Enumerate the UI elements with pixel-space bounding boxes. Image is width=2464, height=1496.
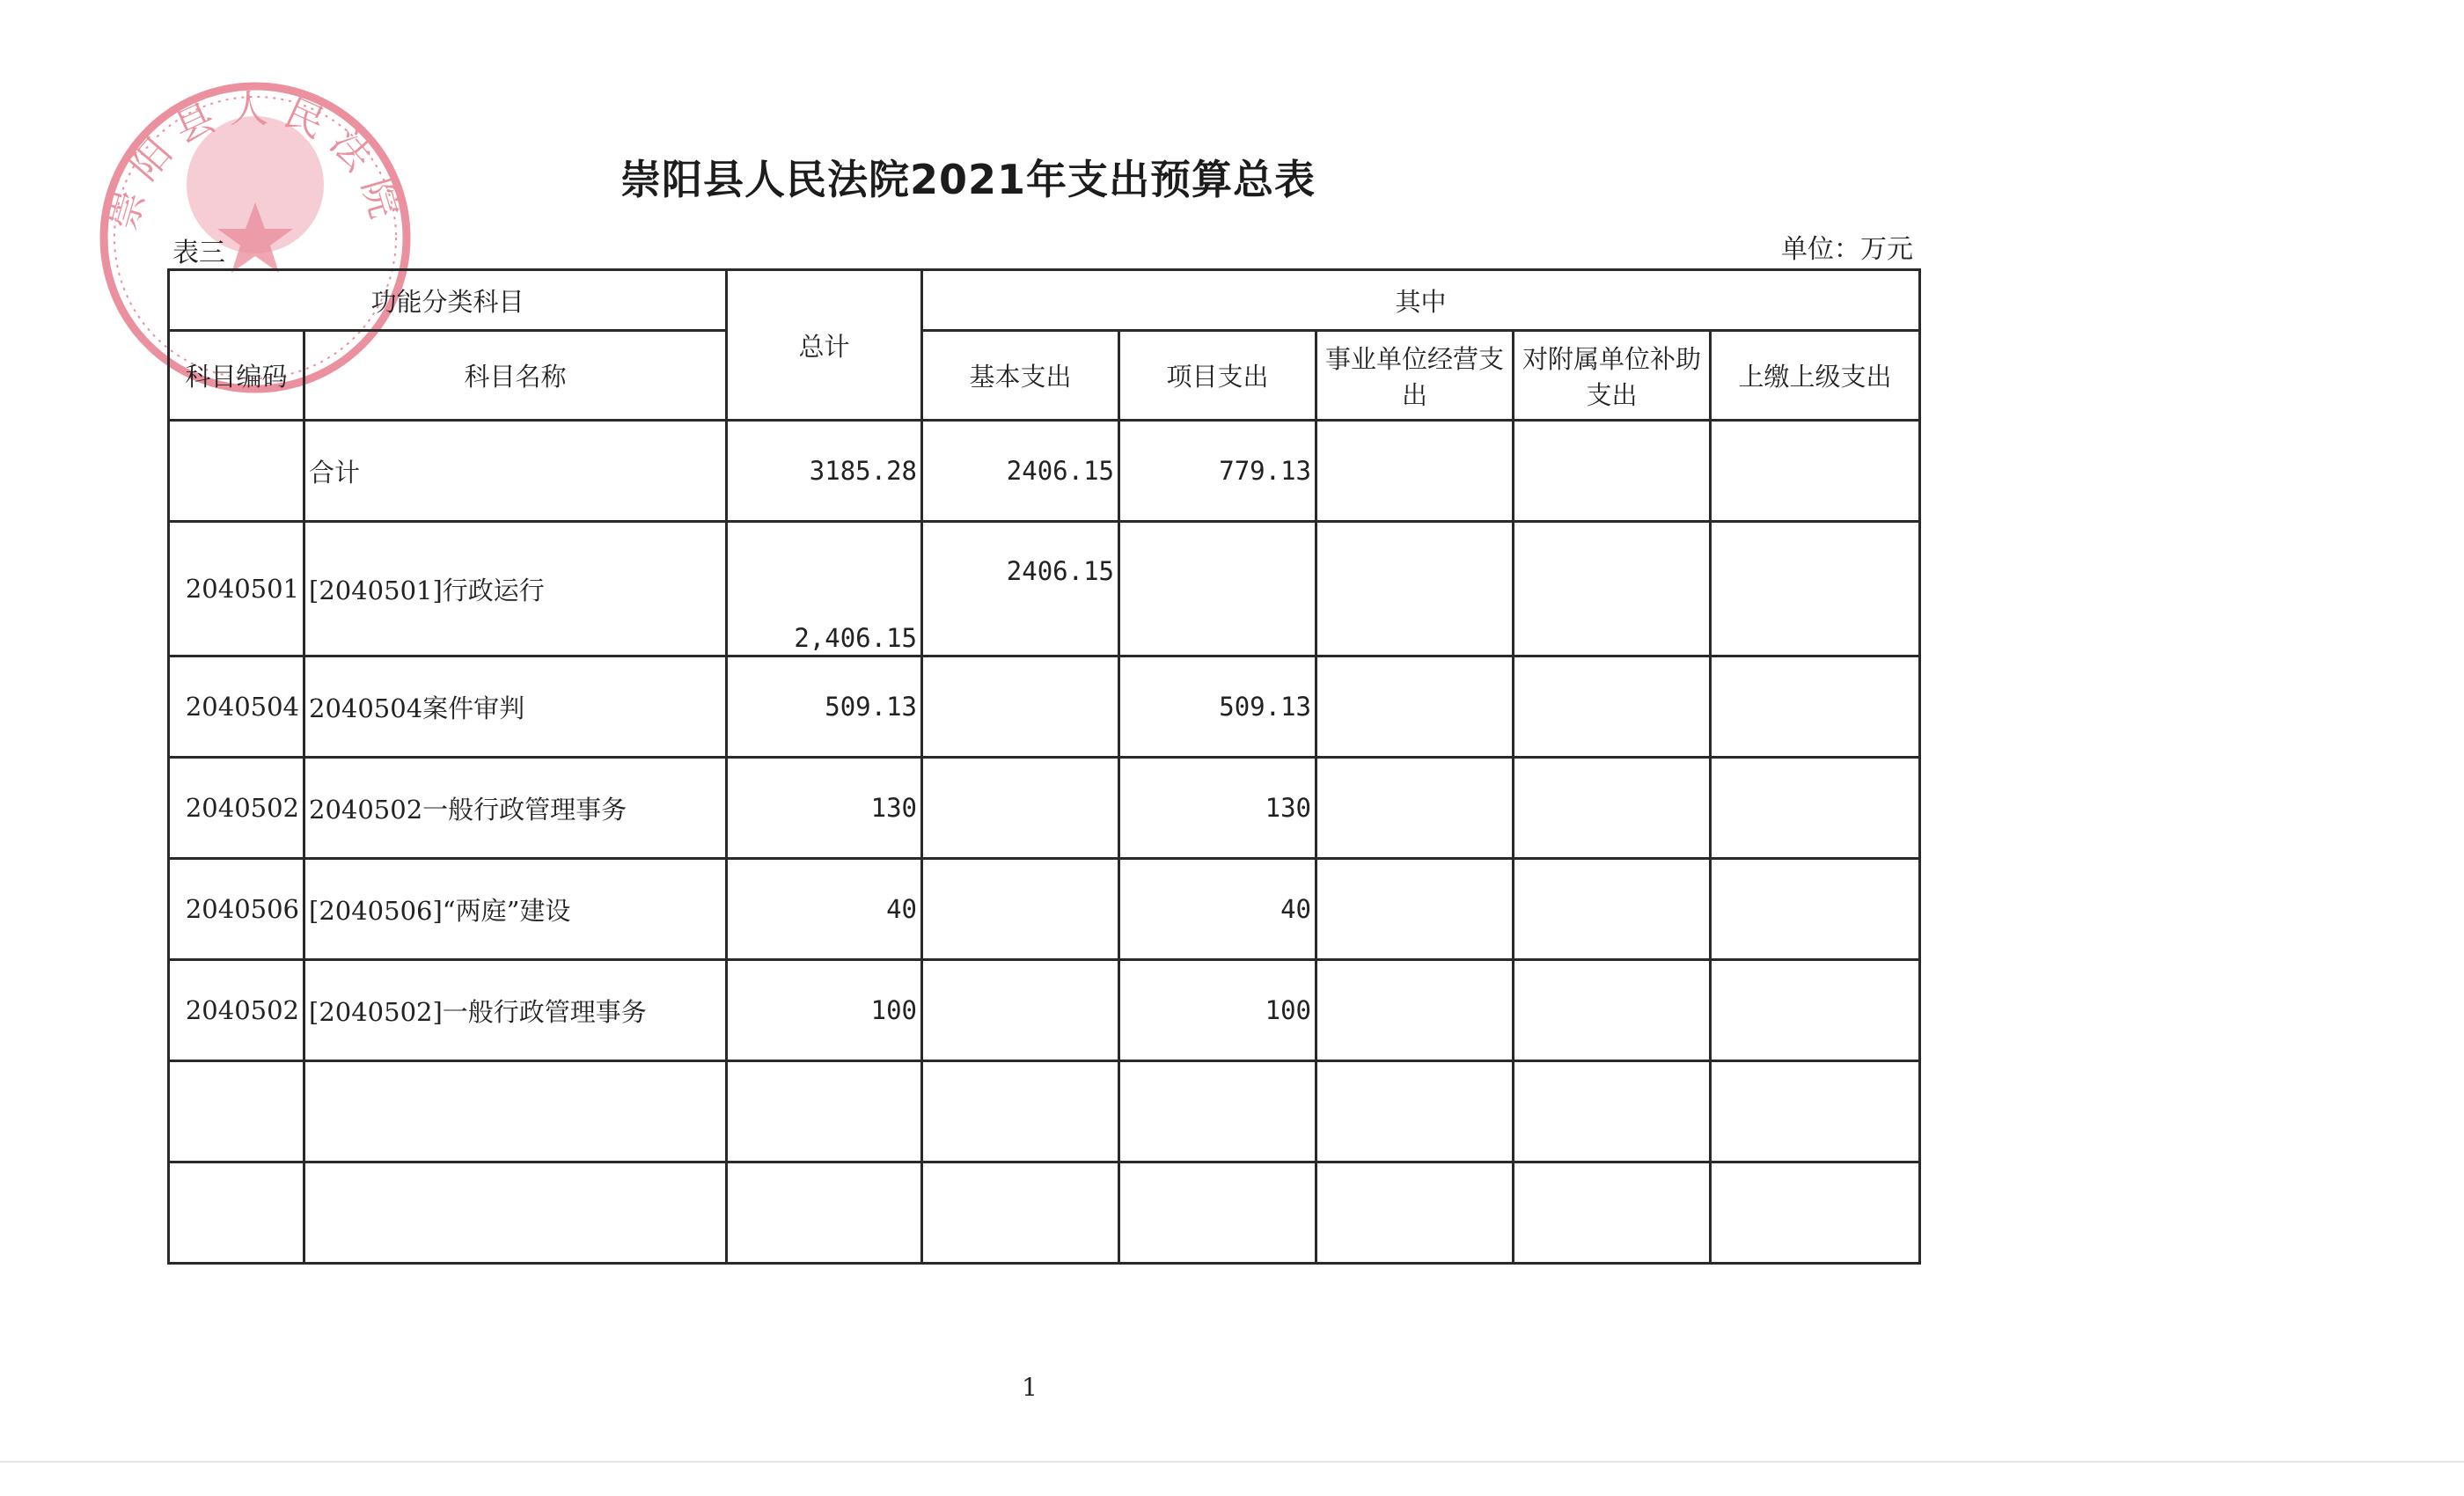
- cell-superior: [1711, 960, 1920, 1061]
- cell-superior: [1711, 421, 1920, 522]
- cell-basic: [922, 758, 1119, 859]
- cell-project: 779.13: [1119, 421, 1316, 522]
- cell-code: [169, 1061, 304, 1162]
- cell-business: [1316, 758, 1514, 859]
- cell-total: 2,406.15: [727, 522, 922, 656]
- cell-basic: [922, 656, 1119, 758]
- cell-name: [2040506]“两庭”建设: [304, 859, 727, 960]
- cell-code: 2040506: [169, 859, 304, 960]
- cell-superior: [1711, 1162, 1920, 1264]
- cell-superior: [1711, 758, 1920, 859]
- cell-superior: [1711, 522, 1920, 656]
- cell-project: 130: [1119, 758, 1316, 859]
- cell-business: [1316, 421, 1514, 522]
- cell-total: 40: [727, 859, 922, 960]
- cell-project: [1119, 522, 1316, 656]
- cell-name: 2040504案件审判: [304, 656, 727, 758]
- cell-superior: [1711, 1061, 1920, 1162]
- cell-project: 509.13: [1119, 656, 1316, 758]
- table-row: [169, 656, 1920, 758]
- cell-business: [1316, 656, 1514, 758]
- cell-name: [2040502]一般行政管理事务: [304, 960, 727, 1061]
- cell-subsidy: [1514, 1162, 1711, 1264]
- header-basic: 基本支出: [922, 331, 1119, 421]
- cell-business: [1316, 1061, 1514, 1162]
- cell-total: [727, 1162, 922, 1264]
- cell-total: 509.13: [727, 656, 922, 758]
- cell-project: 100: [1119, 960, 1316, 1061]
- cell-business: [1316, 1162, 1514, 1264]
- cell-code: 2040501: [169, 522, 304, 656]
- cell-project: [1119, 1061, 1316, 1162]
- header-superior: 上缴上级支出: [1711, 331, 1920, 421]
- cell-project: 40: [1119, 859, 1316, 960]
- header-of-which: 其中: [922, 270, 1920, 331]
- seal-text: 崇阳县人民法院: [99, 86, 411, 236]
- cell-subsidy: [1514, 758, 1711, 859]
- cell-name: [2040501]行政运行: [304, 522, 727, 656]
- cell-basic: [922, 960, 1119, 1061]
- table-row: [169, 960, 1920, 1061]
- table-row: [169, 1061, 1920, 1162]
- cell-basic: [922, 1061, 1119, 1162]
- header-name: 科目名称: [304, 331, 727, 421]
- cell-name: 合计: [304, 421, 727, 522]
- table-row: [169, 1162, 1920, 1264]
- cell-code: 2040504: [169, 656, 304, 758]
- cell-basic: 2406.15: [922, 421, 1119, 522]
- table-row: [169, 859, 1920, 960]
- cell-project: [1119, 1162, 1316, 1264]
- header-project: 项目支出: [1119, 331, 1316, 421]
- cell-subsidy: [1514, 656, 1711, 758]
- cell-code: [169, 421, 304, 522]
- budget-table: [167, 268, 1921, 1265]
- cell-total: 3185.28: [727, 421, 922, 522]
- cell-total: 130: [727, 758, 922, 859]
- table-row: [169, 522, 1920, 656]
- cell-subsidy: [1514, 1061, 1711, 1162]
- table-row: [169, 758, 1920, 859]
- header-subsidy: 对附属单位补助支出: [1514, 331, 1711, 421]
- scan-edge-divider: [0, 1461, 2464, 1463]
- cell-name: [304, 1061, 727, 1162]
- cell-subsidy: [1514, 960, 1711, 1061]
- cell-superior: [1711, 859, 1920, 960]
- header-business: 事业单位经营支出: [1316, 331, 1514, 421]
- cell-total: [727, 1061, 922, 1162]
- cell-superior: [1711, 656, 1920, 758]
- page-number: 1: [1022, 1373, 1038, 1402]
- unit-label: 单位：万元: [1781, 234, 1913, 265]
- cell-code: 2040502: [169, 758, 304, 859]
- cell-basic: 2406.15: [922, 522, 1119, 656]
- cell-name: [304, 1162, 727, 1264]
- cell-total: 100: [727, 960, 922, 1061]
- cell-subsidy: [1514, 522, 1711, 656]
- cell-code: [169, 1162, 304, 1264]
- cell-business: [1316, 859, 1514, 960]
- page-title: 崇阳县人民法院2021年支出预算总表: [620, 156, 1316, 203]
- cell-basic: [922, 859, 1119, 960]
- cell-code: 2040502: [169, 960, 304, 1061]
- header-total: 总计: [727, 270, 922, 421]
- cell-business: [1316, 960, 1514, 1061]
- cell-subsidy: [1514, 421, 1711, 522]
- header-code: 科目编码: [169, 331, 304, 421]
- header-func-category: 功能分类科目: [169, 270, 727, 331]
- cell-subsidy: [1514, 859, 1711, 960]
- cell-basic: [922, 1162, 1119, 1264]
- cell-business: [1316, 522, 1514, 656]
- table-number: 表三: [172, 238, 225, 268]
- table-row: [169, 421, 1920, 522]
- cell-name: 2040502一般行政管理事务: [304, 758, 727, 859]
